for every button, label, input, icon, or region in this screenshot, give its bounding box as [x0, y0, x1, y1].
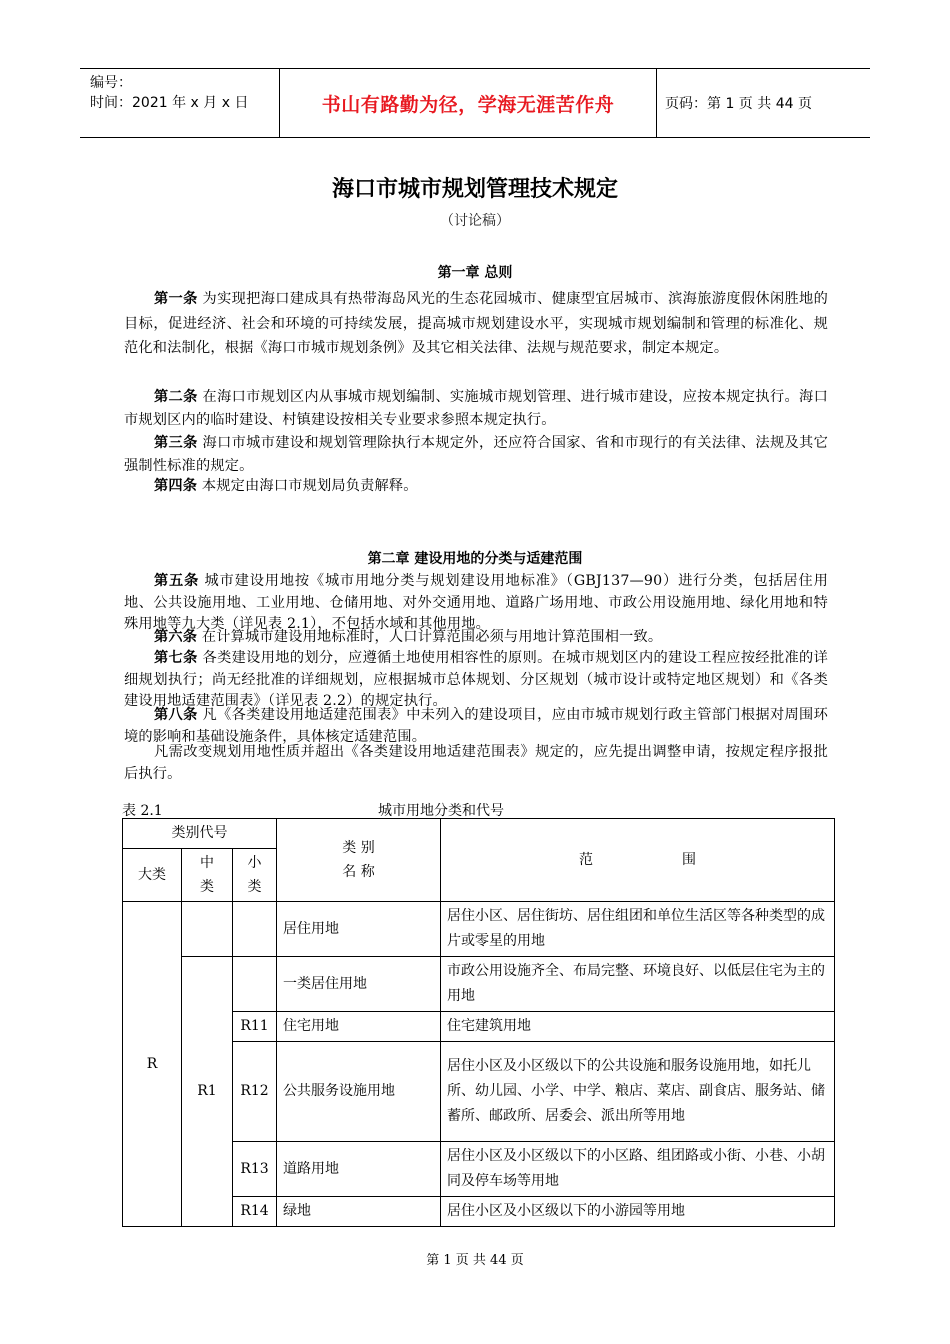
header-date: 时间：2021 年 x 月 x 日	[90, 95, 249, 111]
document-title: 海口市城市规划管理技术规定	[331, 177, 618, 202]
table-row	[123, 902, 835, 957]
article-text: 海口市城市建设和规划管理除执行本规定外，还应符合国家、省和市现行的有关法律、法规及其它强制性标准的规定。	[124, 435, 828, 474]
article-8-note	[124, 741, 828, 785]
header-middle: 中 类	[182, 849, 233, 902]
header-category-code: 类别代号	[123, 819, 277, 849]
middle-cell	[182, 902, 233, 957]
category-scope: 居住小区及小区级以下的小区路、组团路或小街、小巷、小胡同及停车场等用地	[441, 1142, 835, 1197]
article-text: 各类建设用地的划分，应遵循土地使用相容性的原则。在城市规划区内的建设工程应按经批准的详细规划执行；尚无经批准的详细规划，应根据城市总体规划、分区规划（城市设计或特定地区规划）和《各类建设用地适建范围表》（详见表 2.2）的规定执行。	[124, 650, 828, 710]
header-category-name: 类 别 名 称	[277, 819, 441, 902]
article-label: 第一条	[154, 291, 198, 307]
article-3	[124, 432, 828, 477]
category-scope: 住宅建筑用地	[441, 1012, 835, 1042]
major-code: R	[123, 902, 182, 1227]
minor-code: R13	[233, 1142, 277, 1197]
category-name: 绿地	[277, 1197, 441, 1227]
category-name: 住宅用地	[277, 1012, 441, 1042]
article-4	[124, 475, 828, 498]
table-row	[123, 957, 835, 1012]
header-major: 大类	[123, 849, 182, 902]
article-7	[124, 648, 828, 713]
header-slogan: 书山有路勤为径，学海无涯苦作舟	[321, 93, 615, 116]
article-label: 第四条	[154, 478, 198, 494]
category-scope: 居住小区及小区级以下的公共设施和服务设施用地，如托儿所、幼儿园、小学、中学、粮店、菜店、副食店、服务站、储蓄所、邮政所、居委会、派出所等用地	[441, 1042, 835, 1142]
article-text: 本规定由海口市规划局负责解释。	[197, 478, 418, 494]
minor-code	[233, 902, 277, 957]
table-number: 表 2.1	[122, 803, 163, 819]
minor-code: R11	[233, 1012, 277, 1042]
article-text: 在海口市规划区内从事城市规划编制、实施城市规划管理、进行城市建设，应按本规定执行。海口市规划区内的临时建设、村镇建设按相关专业要求参照本规定执行。	[124, 389, 828, 428]
category-name: 道路用地	[277, 1142, 441, 1197]
header-page-code: 页码：第 1 页 共 44 页	[665, 96, 812, 112]
article-label: 第六条	[154, 629, 198, 645]
article-text: 在计算城市建设用地标准时，人口计算范围必须与用地计算范围相一致。	[197, 629, 663, 645]
middle-code: R1	[182, 957, 233, 1227]
article-text: 为实现把海口建成具有热带海岛风光的生态花园城市、健康型宜居城市、滨海旅游度假休闲胜地的目标，促进经济、社会和环境的可持续发展，提高城市规划建设水平，实现城市规划编制和管理的标准化、规范化和法制化，根据《海口市城市规划条例》及其它相关法律、法规与规范要求，制定本规定。	[124, 291, 828, 356]
minor-code: R14	[233, 1197, 277, 1227]
article-text: 凡《各类建设用地适建范围表》中未列入的建设项目，应由市城市规划行政主管部门根据对周围环境的影响和基础设施条件，具体核定适建范围。	[124, 707, 828, 745]
article-label: 第五条	[154, 573, 200, 589]
header-number: 编号：	[90, 75, 132, 91]
header-slogan-cell	[280, 69, 657, 137]
chapter-1-heading: 第一章 总则	[437, 265, 513, 281]
land-use-table	[122, 818, 835, 1227]
article-label: 第七条	[154, 650, 198, 666]
category-name: 公共服务设施用地	[277, 1042, 441, 1142]
category-scope: 居住小区及小区级以下的小游园等用地	[441, 1197, 835, 1227]
table-caption: 城市用地分类和代号	[378, 803, 504, 819]
header-minor: 小 类	[233, 849, 277, 902]
article-label: 第三条	[154, 435, 198, 451]
chapter-2-heading: 第二章 建设用地的分类与适建范围	[367, 551, 583, 567]
category-name: 一类居住用地	[277, 957, 441, 1012]
header-scope: 范 围	[441, 819, 835, 902]
article-2	[124, 386, 828, 431]
minor-code: R12	[233, 1042, 277, 1142]
category-scope: 市政公用设施齐全、布局完整、环境良好、以低层住宅为主的用地	[441, 957, 835, 1012]
header-meta	[80, 69, 280, 137]
category-scope: 居住小区、居住街坊、居住组团和单位生活区等各种类型的成片或零星的用地	[441, 902, 835, 957]
minor-code	[233, 957, 277, 1012]
article-label: 第八条	[154, 707, 198, 723]
document-subtitle: （讨论稿）	[440, 213, 510, 229]
article-text: 城市建设用地按《城市用地分类与规划建设用地标准》（GBJ137—90）进行分类，包括居住用地、公共设施用地、工业用地、仓储用地、对外交通用地、道路广场用地、市政公用设施用地、绿化用地和特殊用地等九大类（详见表 2.1），不包括水域和其他用地。	[124, 573, 828, 633]
category-name: 居住用地	[277, 902, 441, 957]
article-6	[124, 627, 828, 649]
article-label: 第二条	[154, 389, 198, 405]
article-text: 凡需改变规划用地性质并超出《各类建设用地适建范围表》规定的，应先提出调整申请，按规定程序报批后执行。	[124, 744, 828, 782]
document-header	[80, 68, 870, 138]
page-footer: 第 1 页 共 44 页	[426, 1253, 524, 1268]
article-1	[124, 287, 828, 361]
